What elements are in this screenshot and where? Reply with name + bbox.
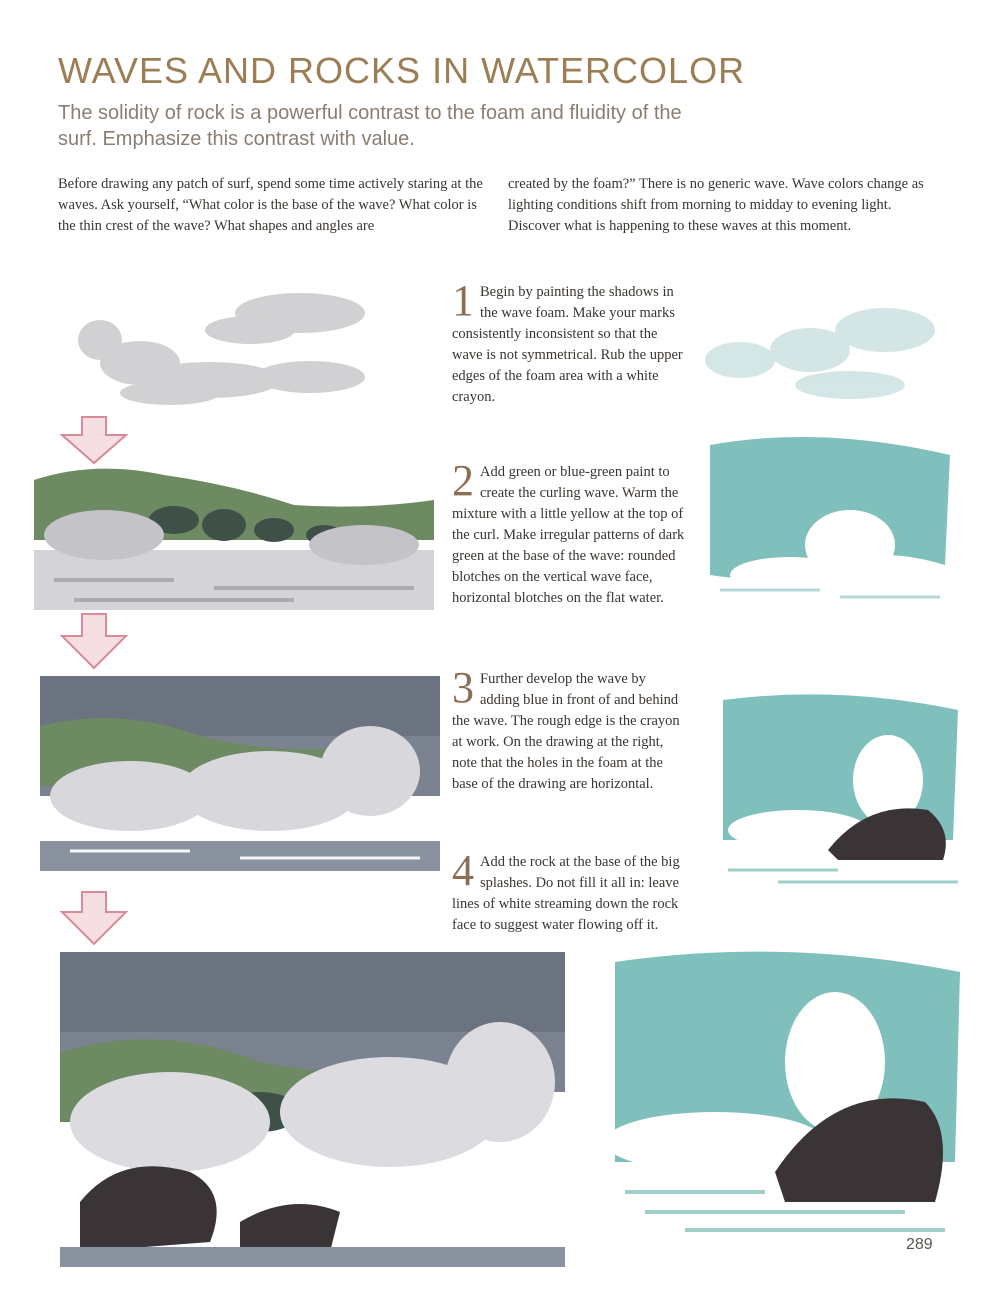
arrow-down-icon (60, 612, 130, 672)
arrow-down-icon (60, 415, 130, 465)
step-1 (452, 276, 688, 408)
watercolor-step2-wave (34, 460, 434, 615)
watercolor-right-3 (718, 690, 968, 895)
step-text: Add green or blue-green paint to create the curling wave. Warm the mixture with a little yellow at the top of the curl. Make irregular patterns of dark green at the base of the wave: rounded blotches on the vertical wave face, horizontal blotches on the flat water. (452, 464, 685, 606)
watercolor-right-1 (700, 290, 960, 410)
step-2 (452, 456, 688, 609)
step-text: Add the rock at the base of the big splashes. Do not fill it all in: leave lines of white streaming down the rock face to suggest water flowing off it. (452, 854, 680, 933)
watercolor-step4-wave-rocks (60, 952, 565, 1267)
watercolor-step1-foam (60, 285, 380, 415)
step-4 (452, 846, 688, 936)
step-text: Further develop the wave by adding blue in front of and behind the wave. The rough edge is the crayon at work. On the drawing at the right, note that the holes in the foam at the base of the drawing are horizontal. (452, 671, 680, 792)
page-title: WAVES AND ROCKS IN WATERCOLOR (58, 50, 746, 91)
step-text: Begin by painting the shadows in the wave foam. Make your marks consistently inconsistent so that the wave is not symmetrical. Rub the upper edges of the foam area with a white crayon. (452, 284, 683, 405)
step-number: 2 (452, 456, 474, 505)
intro-paragraph-left: Before drawing any patch of surf, spend some time actively staring at the waves. Ask yourself, “What color is the base of the wave? What color is the thin crest of the wave? What shapes and angles are (58, 176, 483, 234)
page-number: 289 (906, 1236, 933, 1253)
step-number: 3 (452, 663, 474, 712)
step-number: 1 (452, 276, 474, 325)
watercolor-right-2 (700, 425, 960, 610)
intro-paragraph-right: created by the foam?” There is no generic wave. Wave colors change as lighting conditions shift from morning to midday to evening light. Discover what is happening to these waves at this moment. (508, 176, 924, 234)
watercolor-right-4 (605, 942, 970, 1242)
step-number: 4 (452, 846, 474, 895)
step-3 (452, 663, 688, 795)
page-subtitle: The solidity of rock is a powerful contrast to the foam and fluidity of the surf. Emphasize this contrast with value. (58, 102, 682, 150)
watercolor-step3-wave (40, 676, 440, 876)
arrow-down-icon (60, 890, 130, 948)
